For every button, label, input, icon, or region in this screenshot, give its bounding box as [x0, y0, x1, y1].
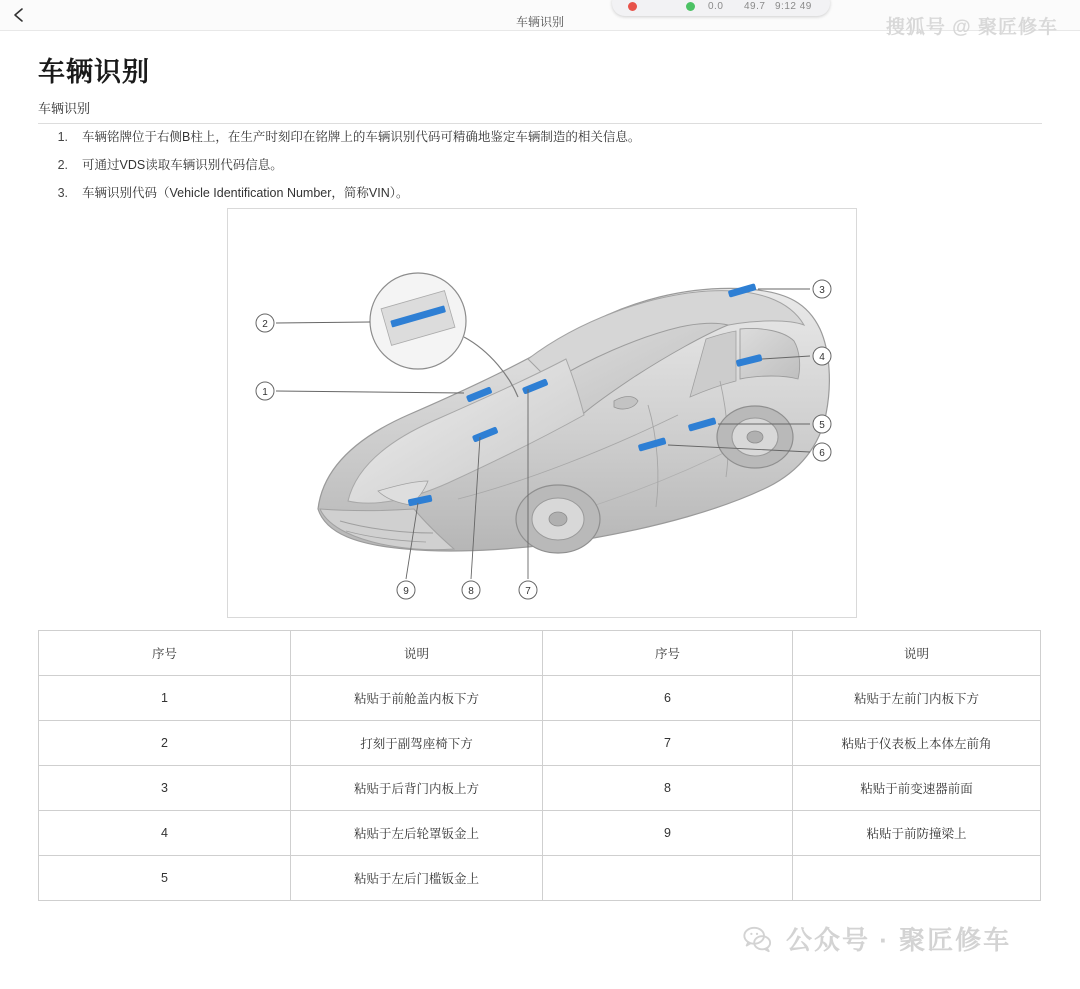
status-text-1: 0.0 [708, 1, 724, 12]
status-dot-icon [686, 2, 695, 11]
table-cell-index: 1 [39, 676, 291, 721]
table-cell-index: 4 [39, 811, 291, 856]
watermark-bottom-text: 公众号 · 聚匠修车 [786, 925, 1012, 955]
table-cell-index: 8 [543, 766, 793, 811]
list-item-index: 3. [57, 185, 68, 200]
table-row [39, 676, 1041, 721]
table-cell-desc: 粘贴于前防撞梁上 [793, 811, 1041, 856]
list-item-index: 2. [57, 157, 68, 172]
list-item [38, 184, 1028, 203]
table-cell-index: 3 [39, 766, 291, 811]
table-row [39, 766, 1041, 811]
table-cell-desc: 粘贴于左后轮罩钣金上 [291, 811, 543, 856]
callout-2 [256, 314, 274, 332]
table-row [39, 811, 1041, 856]
list-item [38, 128, 1028, 147]
svg-text:4: 4 [819, 352, 825, 363]
table-cell-desc: 粘贴于左后门槛钣金上 [291, 856, 543, 901]
list-item-text: 车辆铭牌位于右侧B柱上，在生产时刻印在铭牌上的车辆识别代码可精确地鉴定车辆制造的相关信息。 [82, 130, 641, 144]
svg-text:8: 8 [468, 586, 474, 597]
list-item [38, 156, 1028, 175]
table-row [39, 856, 1041, 901]
topbar-title: 车辆识别 [515, 15, 564, 29]
callout-7 [519, 581, 537, 599]
table-header-cell: 序号 [543, 631, 793, 676]
table-row [39, 721, 1041, 766]
status-text-2: 49.7 [744, 1, 766, 12]
callout-5 [813, 415, 831, 433]
vin-location-table [38, 630, 1041, 901]
svg-text:5: 5 [819, 420, 825, 431]
watermark-bottom [742, 920, 1011, 957]
wechat-icon [742, 924, 772, 954]
svg-text:3: 3 [819, 285, 825, 296]
table-cell-desc: 打刻于副驾座椅下方 [291, 721, 543, 766]
floating-status-pill [612, 0, 830, 16]
table-cell-desc: 粘贴于后背门内板上方 [291, 766, 543, 811]
table-cell-index: 2 [39, 721, 291, 766]
page-title: 车辆识别 [38, 57, 150, 87]
watermark-top-right: 搜狐号 @ 聚匠修车 [885, 17, 1058, 38]
list-item-index: 1. [57, 130, 68, 144]
callout-9 [397, 581, 415, 599]
svg-text:2: 2 [262, 319, 268, 330]
status-text-3: 9:12 49 [775, 1, 812, 12]
callout-3 [813, 280, 831, 298]
table-cell-desc: 粘贴于左前门内板下方 [793, 676, 1041, 721]
wheel-rear [717, 406, 793, 468]
table-header-cell: 序号 [39, 631, 291, 676]
callout-1 [256, 382, 274, 400]
table-cell-index: 5 [39, 856, 291, 901]
svg-text:1: 1 [262, 387, 268, 398]
vin-location-table-wrapper [38, 630, 1040, 901]
table-cell-desc: 粘贴于前舱盖内板下方 [291, 676, 543, 721]
list-item-text: 车辆识别代码（Vehicle Identification Number，简称VIN）。 [82, 185, 409, 200]
callout-6 [813, 443, 831, 461]
table-header-cell: 说明 [793, 631, 1041, 676]
svg-text:7: 7 [525, 586, 531, 597]
section-heading: 车辆识别 [38, 98, 1042, 124]
svg-text:6: 6 [819, 448, 825, 459]
table-cell-index [543, 856, 793, 901]
table-cell-index: 7 [543, 721, 793, 766]
list-item-text: 可通过VDS读取车辆识别代码信息。 [82, 157, 283, 172]
wheel-front [516, 485, 600, 553]
record-dot-icon [628, 2, 637, 11]
numbered-list [38, 128, 1028, 211]
table-cell-index: 6 [543, 676, 793, 721]
table-header-row [39, 631, 1041, 676]
table-cell-desc: 粘贴于仪表板上本体左前角 [793, 721, 1041, 766]
table-header-cell: 说明 [291, 631, 543, 676]
callout-8 [462, 581, 480, 599]
table-cell-index: 9 [543, 811, 793, 856]
callout-4 [813, 347, 831, 365]
table-cell-desc: 粘贴于前变速器前面 [793, 766, 1041, 811]
table-cell-desc [793, 856, 1041, 901]
svg-text:9: 9 [403, 586, 409, 597]
vehicle-diagram-figure [227, 208, 857, 618]
vehicle-illustration [228, 209, 856, 617]
